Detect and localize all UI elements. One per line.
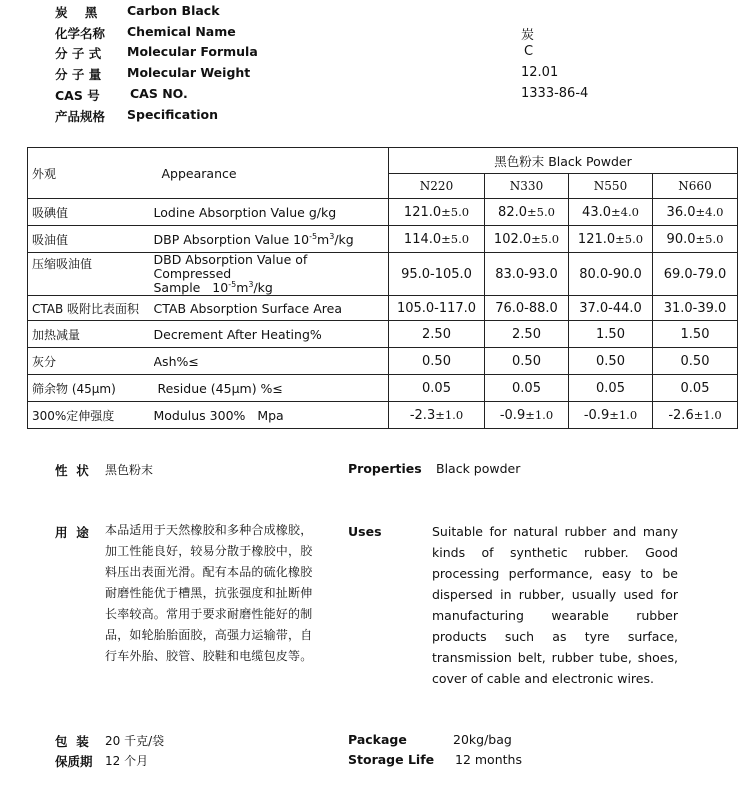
header-value: C: [524, 44, 534, 59]
cell-n330: 0.50: [485, 348, 569, 375]
header-zh: 化学名称: [55, 26, 106, 41]
header-en: Specification: [127, 107, 218, 122]
header-zh: 炭 黑: [55, 5, 98, 20]
cell-n660: 1.50: [653, 321, 738, 348]
row-label-en: Decrement After Heating%: [154, 321, 389, 348]
header-row-cas: [0, 86, 750, 106]
cell-n220: 114.0±5.0: [389, 226, 485, 253]
cell-n660: 0.50: [653, 348, 738, 375]
uses-en-text: Suitable for natural rubber and many kinds of synthetic rubber. Good processing performance, easy to be dispersed in rubber, usually used for manufacturing wearable rubber products such as tyre surface, transmission belt, rubber tube, shoes, cover of cable and electronic wires.: [432, 524, 678, 686]
table-row: [28, 226, 738, 253]
grade-n660: N660: [653, 174, 738, 199]
header-zh: CAS 号: [55, 88, 100, 103]
header-en: Carbon Black: [127, 3, 220, 18]
cell-n550: 121.0±5.0: [569, 226, 653, 253]
properties-zh-label: 性 状: [55, 463, 89, 478]
cell-n330: 2.50: [485, 321, 569, 348]
table-row: [28, 375, 738, 402]
row-label-zh: 吸碘值: [28, 199, 154, 226]
header-row-formula: [0, 44, 750, 64]
storage-en-text: 12 months: [455, 752, 522, 767]
header-en: Molecular Weight: [127, 65, 251, 80]
cell-n550: 43.0±4.0: [569, 199, 653, 226]
table-row: [28, 321, 738, 348]
package-en-label: Package: [348, 732, 407, 747]
appearance-en: Appearance: [154, 148, 389, 199]
header-row-title: [0, 3, 750, 23]
table-row: [28, 402, 738, 429]
storage-zh-text: 12 个月: [105, 754, 149, 768]
table-row: [28, 253, 738, 296]
package-zh-text: 20 千克/袋: [105, 734, 165, 748]
row-label-en: Lodine Absorption Value g/kg: [154, 199, 389, 226]
uses-zh-label: 用 途: [55, 525, 89, 540]
cell-n330: 102.0±5.0: [485, 226, 569, 253]
cell-n660: 69.0-79.0: [653, 253, 738, 296]
cell-n330: -0.9±1.0: [485, 402, 569, 429]
header-row-spec: [0, 107, 750, 127]
header-value: 12.01: [521, 65, 559, 80]
spec-table: [27, 147, 738, 429]
group-header: 黑色粉末 Black Powder: [389, 148, 738, 174]
cell-n550: -0.9±1.0: [569, 402, 653, 429]
table-row: [28, 348, 738, 375]
header-zh: 分 子 式: [55, 46, 102, 61]
header-row-chemical-name: [0, 24, 750, 44]
storage-zh-label: 保质期: [55, 754, 93, 769]
cell-n220: 0.50: [389, 348, 485, 375]
cell-n550: 0.50: [569, 348, 653, 375]
header-zh: 产品规格: [55, 109, 106, 124]
cell-n220: 2.50: [389, 321, 485, 348]
uses-zh-text: 本品适用于天然橡胶和多种合成橡胶， 加工性能良好，较易分散于橡胶中，胶 料压出表面光滑。配有本品的硫化橡胶 耐磨性能优于槽黑，抗张强度和扯断伸 长率较高。常用于要求耐磨性能好的制 品，如轮胎胎面胶，高强力运输带，自 行车外胎、胶管、胶鞋和电缆包皮等。: [105, 523, 313, 663]
cell-n550: 1.50: [569, 321, 653, 348]
cell-n550: 0.05: [569, 375, 653, 402]
cell-n330: 76.0-88.0: [485, 296, 569, 321]
properties-zh-text: 黑色粉末: [105, 463, 154, 477]
row-label-zh: 加热减量: [28, 321, 154, 348]
cell-n330: 0.05: [485, 375, 569, 402]
row-label-zh: 筛余物 (45μm): [28, 375, 154, 402]
cell-n660: 0.05: [653, 375, 738, 402]
uses-en-label: Uses: [348, 524, 382, 539]
cell-n220: 105.0-117.0: [389, 296, 485, 321]
header-en: Chemical Name: [127, 24, 236, 39]
cell-n550: 80.0-90.0: [569, 253, 653, 296]
header-zh: 分 子 量: [55, 67, 102, 82]
cell-n660: -2.6±1.0: [653, 402, 738, 429]
row-label-zh: 灰分: [28, 348, 154, 375]
grade-n550: N550: [569, 174, 653, 199]
header-en: Molecular Formula: [127, 44, 258, 59]
cell-n330: 82.0±5.0: [485, 199, 569, 226]
appearance-zh: 外观: [28, 148, 154, 199]
properties-en-text: Black powder: [436, 461, 521, 476]
header-row-weight: [0, 65, 750, 85]
table-header-row: [28, 148, 738, 174]
row-label-en: Ash%≤: [154, 348, 389, 375]
header-value: 1333-86-4: [521, 86, 589, 101]
cell-n330: 83.0-93.0: [485, 253, 569, 296]
cell-n220: 95.0-105.0: [389, 253, 485, 296]
row-label-en: DBD Absorption Value of Compressed Sample $10^{-5}m^3/kg$: [154, 253, 389, 296]
header-value: 炭: [521, 28, 535, 43]
row-label-zh: 吸油值: [28, 226, 154, 253]
row-label-en: Modulus 300% Mpa: [154, 402, 389, 429]
properties-en-label: Properties: [348, 461, 422, 476]
cell-n660: 31.0-39.0: [653, 296, 738, 321]
cell-n660: 90.0±5.0: [653, 226, 738, 253]
row-label-en: DBP Absorption Value $10^{-5}m^3/kg$: [154, 226, 389, 253]
grade-n330: N330: [485, 174, 569, 199]
package-en-text: 20kg/bag: [453, 732, 512, 747]
storage-en-label: Storage Life: [348, 752, 435, 767]
row-label-zh: CTAB 吸附比表面积: [28, 296, 154, 321]
row-label-zh: 300%定伸强度: [28, 402, 154, 429]
cell-n220: 121.0±5.0: [389, 199, 485, 226]
row-label-en: CTAB Absorption Surface Area: [154, 296, 389, 321]
header-en: CAS NO.: [130, 86, 188, 101]
table-row: [28, 199, 738, 226]
cell-n660: 36.0±4.0: [653, 199, 738, 226]
cell-n220: -2.3±1.0: [389, 402, 485, 429]
row-label-en: Residue (45μm) %≤: [154, 375, 389, 402]
row-label-zh: 压缩吸油值: [28, 253, 154, 296]
table-row: [28, 296, 738, 321]
cell-n550: 37.0-44.0: [569, 296, 653, 321]
cell-n220: 0.05: [389, 375, 485, 402]
package-zh-label: 包 装: [55, 734, 89, 749]
grade-n220: N220: [389, 174, 485, 199]
